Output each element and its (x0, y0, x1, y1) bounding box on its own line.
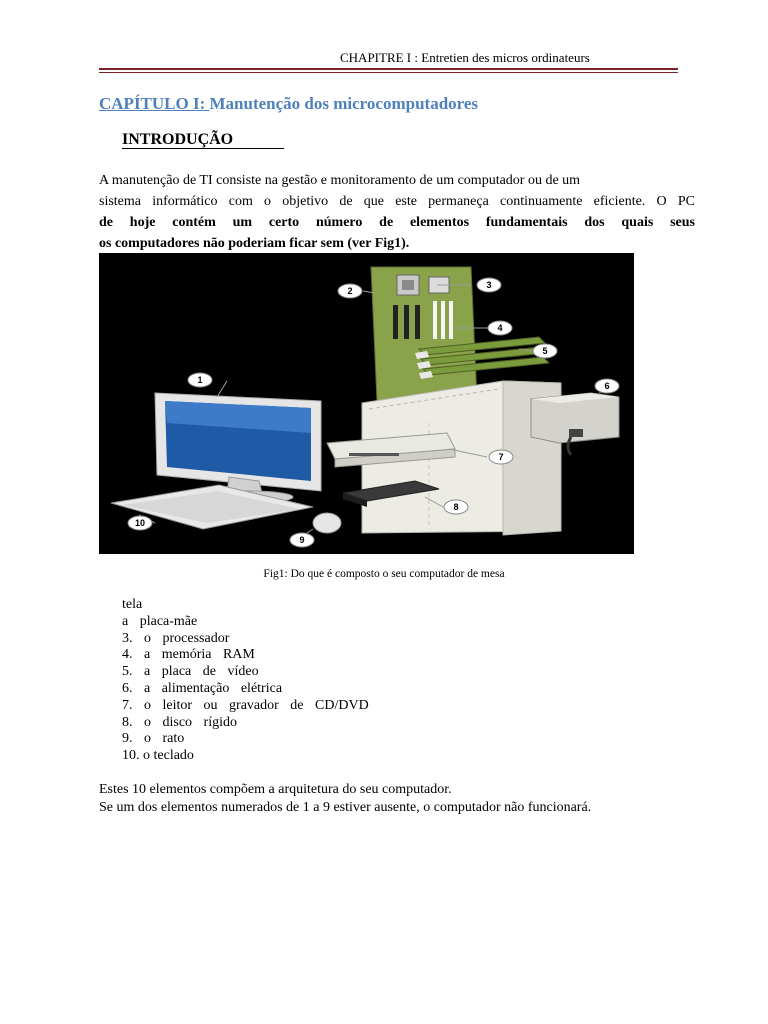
closing-paragraph (99, 781, 591, 817)
monitor-illustration (155, 393, 321, 503)
section-heading: INTRODUÇÃO (122, 131, 234, 148)
header-rule (99, 68, 678, 70)
list-item: 5. a placa de vídeo (122, 664, 259, 680)
list-item: 8. o disco rígido (122, 714, 237, 730)
callout-label: 9 (299, 535, 305, 545)
callout-label: 10 (134, 518, 146, 528)
closing-line-1: Estes 10 elementos compõem a arquitetura do seu computador. (99, 782, 452, 797)
callout-label: 8 (453, 502, 459, 512)
computer-components-figure (99, 253, 634, 554)
list-item: 10. o teclado (122, 748, 194, 764)
intro-paragraph (99, 170, 695, 254)
callout-label: 1 (197, 375, 203, 385)
callout-label: 7 (498, 452, 504, 462)
list-item: 9. o rato (122, 731, 185, 747)
intro-line-1: A manutenção de TI consiste na gestão e monitoramento de um computador ou de um (99, 173, 581, 188)
callout-label: 6 (604, 381, 610, 391)
closing-line-2: Se um dos elementos numerados de 1 a 9 estiver ausente, o computador não funcionará. (99, 800, 592, 815)
callout-label: 5 (542, 346, 548, 356)
components-list (122, 597, 369, 765)
callout-label: 2 (347, 286, 353, 296)
list-item: a placa-mãe (122, 613, 198, 629)
computer-illustration (99, 253, 634, 554)
list-item: 3. o processador (122, 630, 230, 646)
figure-caption: Fig1: Do que é composto o seu computador de mesa (263, 568, 505, 580)
intro-line-4: os computadores não poderiam ficar sem (ver Fig1). (99, 236, 410, 251)
list-item: 6. a alimentação elétrica (122, 680, 283, 696)
intro-line-2: sistema informático com o objetivo de que este permaneça continuamente eficiente. O PC (99, 194, 695, 209)
chapter-title: Manutenção dos microcomputadores (209, 94, 479, 113)
running-header: CHAPITRE I : Entretien des micros ordinateurs (340, 50, 590, 65)
callout-label: 3 (486, 280, 492, 290)
list-item: 7. o leitor ou gravador de CD/DVD (122, 697, 369, 713)
section-underline (122, 148, 284, 149)
list-item: tela (122, 597, 143, 612)
chapter-prefix: CAPÍTULO I: (99, 94, 210, 113)
mouse-illustration (313, 513, 341, 533)
callout-label: 4 (497, 323, 503, 333)
motherboard-illustration (371, 267, 477, 401)
header-rule-thin (99, 72, 678, 73)
list-item: 4. a memória RAM (122, 647, 255, 663)
chapter-heading (99, 94, 478, 114)
intro-line-3: de hoje contém um certo número de elementos fundamentais dos quais seus (99, 215, 695, 230)
